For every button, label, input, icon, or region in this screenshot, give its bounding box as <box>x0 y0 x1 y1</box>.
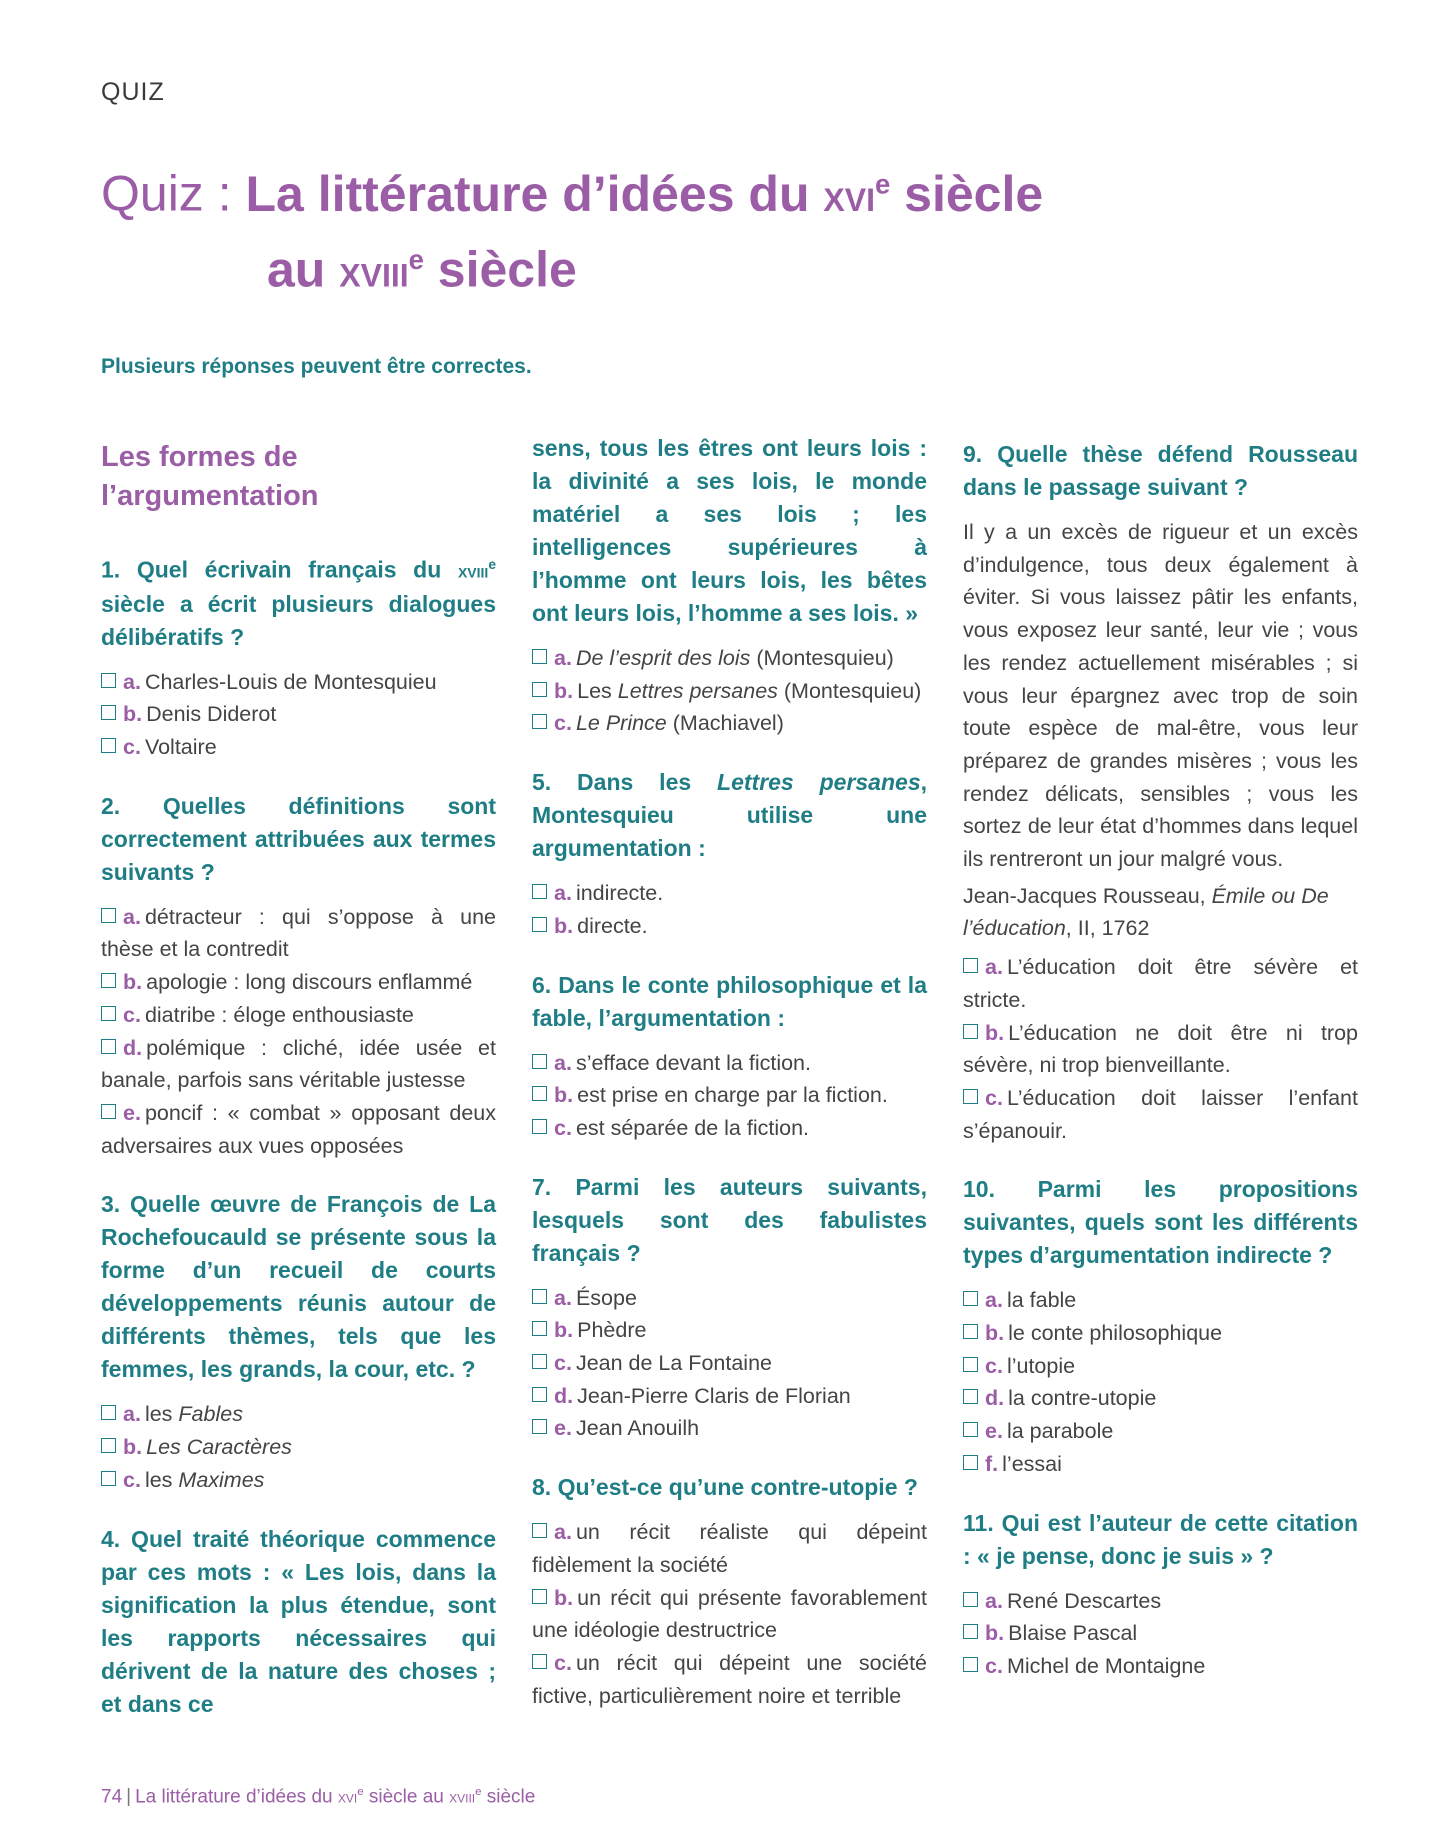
option-letter: b. <box>985 1621 1005 1646</box>
option-text: un récit réaliste qui dépeint fidèlement la société <box>532 1520 927 1577</box>
option-text: (Montesquieu) <box>777 678 922 703</box>
options-q1 <box>101 666 496 764</box>
checkbox-icon[interactable] <box>532 1289 547 1304</box>
option-text: indirecte. <box>575 881 664 906</box>
title-century: xviii <box>339 245 409 297</box>
option-text: Jean de La Fontaine <box>575 1351 772 1376</box>
checkbox-icon[interactable] <box>532 1321 547 1336</box>
question-4: 4. Quel traité théorique commence par ces mots : « Les lois, dans la signification la plus étendue, sont les rapports nécessaires qui dérivent de la nature des choses ; et dans ce <box>101 1525 496 1717</box>
option-q1-c[interactable] <box>101 731 496 764</box>
question-3: 3. Quelle œuvre de François de La Rochefoucauld se présente sous la forme d’un recueil de courts développements réunis autour de différents thèmes, tels que les femmes, les grands, la cour, etc. ? <box>101 1191 496 1383</box>
footer-text: La littérature d’idées du <box>135 1786 338 1808</box>
option-text: René Descartes <box>1006 1588 1162 1613</box>
option-letter: a. <box>554 646 572 670</box>
option-letter: a. <box>554 1520 572 1545</box>
option-text: Les <box>577 678 618 703</box>
option-letter: c. <box>123 1467 141 1492</box>
question-4-continued: sens, tous les êtres ont leurs lois : la divinité a ses lois, le monde matériel a ses lois ; les intelligences supérieures à l’homme ont leurs lois, les bêtes ont leurs lois, l’homme a ses lois. » <box>532 435 927 626</box>
option-q4-b[interactable] <box>532 675 927 708</box>
checkbox-icon[interactable] <box>963 1324 978 1339</box>
option-text: Charles-Louis de Montesquieu <box>144 669 437 694</box>
column-2 <box>532 435 927 1738</box>
option-letter: a. <box>985 1288 1003 1313</box>
option-q4-a[interactable] <box>532 642 927 675</box>
option-text: un récit qui dépeint une société fictive, particulièrement noire et terrible <box>532 1650 927 1708</box>
option-letter: c. <box>554 1650 572 1675</box>
option-letter: f. <box>985 1451 999 1476</box>
option-letter: e. <box>123 1100 141 1125</box>
option-q2-d[interactable] <box>101 1032 496 1097</box>
title-text: siècle <box>890 165 1044 222</box>
work-title: Émile ou De l’éducation <box>963 883 1329 941</box>
option-letter: a. <box>985 955 1003 980</box>
option-text: l’essai <box>1002 1451 1062 1476</box>
title-text: siècle <box>423 241 577 298</box>
option-letter: a. <box>554 881 572 906</box>
question-5 <box>532 766 927 865</box>
option-letter: a. <box>123 1402 141 1427</box>
option-letter: c. <box>123 1002 141 1027</box>
question-10: 10. Parmi les propositions suivantes, quels sont les différents types d’argumentation indirecte ? <box>963 1176 1358 1269</box>
option-q8-b[interactable] <box>532 1582 927 1647</box>
options-q8 <box>532 1516 927 1712</box>
option-text: est séparée de la fiction. <box>575 1115 809 1140</box>
options-q6 <box>532 1047 927 1145</box>
option-letter: b. <box>123 702 143 727</box>
work-title: Lettres persanes <box>717 769 921 796</box>
footer-text: siècle <box>481 1786 536 1808</box>
question-11: 11. Qui est l’auteur de cette citation : « je pense, donc je suis » ? <box>963 1509 1358 1569</box>
question-text: 1. Quel écrivain français du <box>101 556 458 583</box>
quote-source <box>963 880 1358 945</box>
option-text: Blaise Pascal <box>1008 1621 1138 1646</box>
option-text: Voltaire <box>144 735 217 760</box>
option-text: L’éducation doit être sévère et stricte. <box>963 955 1358 1012</box>
checkbox-icon[interactable] <box>101 1471 116 1486</box>
option-text: (Montesquieu) <box>750 646 894 670</box>
checkbox-icon[interactable] <box>532 714 547 729</box>
option-q7-d[interactable] <box>532 1380 927 1413</box>
title-prefix: Quiz : <box>101 165 246 222</box>
option-q11-a[interactable] <box>963 1585 1358 1618</box>
option-text: Michel de Montaigne <box>1006 1653 1206 1678</box>
work-title: Fables <box>178 1402 243 1427</box>
option-q7-e[interactable] <box>532 1412 927 1445</box>
checkbox-icon[interactable] <box>532 1086 547 1101</box>
option-q2-e[interactable] <box>101 1097 496 1162</box>
checkbox-icon[interactable] <box>963 1024 978 1039</box>
footer-century: xviii <box>449 1787 476 1807</box>
option-letter: a. <box>985 1588 1003 1613</box>
checkbox-icon[interactable] <box>532 884 547 899</box>
option-letter: d. <box>554 1383 574 1408</box>
checkbox-icon[interactable] <box>963 1389 978 1404</box>
option-letter: c. <box>554 1115 572 1140</box>
quote-ref: , II, 1762 <box>1065 916 1150 941</box>
option-letter: e. <box>985 1419 1003 1444</box>
checkbox-icon[interactable] <box>101 705 116 720</box>
option-letter: b. <box>985 1321 1005 1346</box>
option-q4-c[interactable] <box>532 707 927 740</box>
option-q6-a[interactable] <box>532 1047 927 1080</box>
question-8: 8. Qu’est-ce qu’une contre-utopie ? <box>532 1474 918 1501</box>
option-q9-a[interactable] <box>963 951 1358 1016</box>
work-title: De l’esprit des lois <box>575 646 751 670</box>
option-text: Jean Anouilh <box>575 1416 700 1441</box>
option-text: l’utopie <box>1006 1353 1076 1378</box>
option-q10-d[interactable] <box>963 1382 1358 1415</box>
checkbox-icon[interactable] <box>101 738 116 753</box>
option-q3-c[interactable] <box>101 1464 496 1497</box>
checkbox-icon[interactable] <box>963 1455 978 1470</box>
checkbox-icon[interactable] <box>101 973 116 988</box>
intro-note: Plusieurs réponses peuvent être correctes. <box>101 355 532 378</box>
options-q3 <box>101 1398 496 1496</box>
work-title: Maximes <box>178 1467 265 1492</box>
option-q6-b[interactable] <box>532 1079 927 1112</box>
option-text: la parabole <box>1006 1419 1114 1444</box>
question-7: 7. Parmi les auteurs suivants, lesquels sont des fabulistes français ? <box>532 1173 927 1266</box>
option-q11-b[interactable] <box>963 1617 1358 1650</box>
option-letter: e. <box>554 1416 572 1441</box>
option-text: polémique : cliché, idée usée et banale, parfois sans véritable justesse <box>101 1035 496 1093</box>
option-letter: c. <box>985 1653 1003 1678</box>
section-title: Les formes de l’argumentation <box>101 441 319 512</box>
options-q4 <box>532 642 927 740</box>
option-q6-c[interactable] <box>532 1112 927 1145</box>
option-text: la contre-utopie <box>1008 1386 1157 1411</box>
footer-sup: e <box>475 1786 482 1798</box>
option-letter: b. <box>123 970 143 995</box>
question-text: siècle a écrit plusieurs dialogues délibératifs ? <box>101 590 496 650</box>
checkbox-icon[interactable] <box>532 649 547 664</box>
option-letter: c. <box>554 711 572 736</box>
footer-separator: | <box>126 1786 132 1808</box>
title-sup: e <box>408 243 424 275</box>
question-1 <box>101 548 496 654</box>
option-text: (Machiavel) <box>666 711 784 736</box>
option-letter: c. <box>985 1085 1003 1110</box>
quote-text: Il y a un excès de rigueur et un excès d’indulgence, tous deux également à éviter. Si vous laissez pâtir les enfants, vous exposez leur santé, leur vie ; vous les rendez actuellement misérables ; si vous leur épargnez avec trop de soin toute espèce de mal-être, vous leur préparez de grandes misères ; vous les rendez délicats, sensibles ; vous les sortez de leur état d’hommes dans lequel ils rentreront un jour malgré vous. <box>963 520 1358 872</box>
sup: e <box>488 557 496 572</box>
option-text: directe. <box>577 913 648 938</box>
checkbox-icon[interactable] <box>963 1422 978 1437</box>
options-q10 <box>963 1284 1358 1480</box>
title-text: au <box>267 241 340 298</box>
option-letter: c. <box>123 735 141 760</box>
option-q10-f[interactable] <box>963 1448 1358 1481</box>
option-text: Jean-Pierre Claris de Florian <box>577 1383 851 1408</box>
section-kicker: QUIZ <box>101 78 165 106</box>
option-q1-a[interactable] <box>101 666 496 699</box>
option-q9-c[interactable] <box>963 1082 1358 1147</box>
option-letter: a. <box>554 1285 572 1310</box>
title-century: xvi <box>823 169 875 221</box>
option-letter: d. <box>123 1035 143 1060</box>
question-9: 9. Quelle thèse défend Rousseau dans le passage suivant ? <box>963 441 1358 500</box>
checkbox-icon[interactable] <box>963 958 978 973</box>
work-title: Lettres persanes <box>617 678 778 703</box>
checkbox-icon[interactable] <box>532 1419 547 1434</box>
checkbox-icon[interactable] <box>963 1657 978 1672</box>
checkbox-icon[interactable] <box>963 1357 978 1372</box>
option-text: un récit qui présente favorablement une idéologie destructrice <box>532 1585 927 1643</box>
option-q10-b[interactable] <box>963 1317 1358 1350</box>
title-sup: e <box>874 168 891 199</box>
option-text: est prise en charge par la fiction. <box>577 1083 888 1108</box>
footer-text: siècle au <box>363 1786 450 1808</box>
question-6: 6. Dans le conte philosophique et la fable, l’argumentation : <box>532 971 927 1031</box>
option-q10-e[interactable] <box>963 1415 1358 1448</box>
title-main <box>101 166 1301 304</box>
option-text: Ésope <box>575 1285 637 1310</box>
option-letter: c. <box>985 1353 1003 1378</box>
option-letter: b. <box>554 1083 574 1108</box>
quote-author: Jean-Jacques Rousseau, <box>963 883 1212 908</box>
checkbox-icon[interactable] <box>101 1104 116 1119</box>
option-text: les <box>144 1402 179 1427</box>
option-letter: b. <box>554 678 574 703</box>
options-q5 <box>532 877 927 942</box>
option-q5-b[interactable] <box>532 910 927 943</box>
option-q11-c[interactable] <box>963 1650 1358 1683</box>
page-number: 74 <box>101 1786 123 1808</box>
checkbox-icon[interactable] <box>532 1119 547 1134</box>
option-text: L’éducation doit laisser l’enfant s’épanouir. <box>963 1085 1358 1143</box>
option-q7-a[interactable] <box>532 1282 927 1315</box>
options-q2 <box>101 901 496 1163</box>
options-q9 <box>963 951 1358 1147</box>
option-text: les <box>144 1467 179 1492</box>
checkbox-icon[interactable] <box>963 1592 978 1607</box>
option-text: détracteur : qui s’oppose à une thèse et la contredit <box>101 904 496 962</box>
work-title: Les Caractères <box>146 1435 292 1460</box>
option-letter: b. <box>985 1020 1005 1045</box>
option-q10-c[interactable] <box>963 1350 1358 1383</box>
work-title: Le Prince <box>575 711 667 736</box>
option-q9-b[interactable] <box>963 1017 1358 1082</box>
checkbox-icon[interactable] <box>532 1589 547 1604</box>
footer-sup: e <box>357 1786 364 1798</box>
option-q2-a[interactable] <box>101 901 496 966</box>
option-q2-b[interactable] <box>101 966 496 999</box>
checkbox-icon[interactable] <box>101 1438 116 1453</box>
checkbox-icon[interactable] <box>532 917 547 932</box>
option-text: s’efface devant la fiction. <box>575 1050 811 1075</box>
checkbox-icon[interactable] <box>532 1354 547 1369</box>
checkbox-icon[interactable] <box>963 1089 978 1104</box>
option-text: la fable <box>1006 1288 1077 1313</box>
checkbox-icon[interactable] <box>963 1624 978 1639</box>
option-q8-a[interactable] <box>532 1516 927 1581</box>
question-text: 5. Dans les <box>532 769 718 796</box>
century: xviii <box>457 559 489 583</box>
checkbox-icon[interactable] <box>101 1405 116 1420</box>
question-2: 2. Quelles définitions sont correctement attribuées aux termes suivants ? <box>101 792 496 885</box>
option-text: L’éducation ne doit être ni trop sévère, ni trop bienveillante. <box>963 1020 1358 1078</box>
option-letter: c. <box>554 1351 572 1376</box>
options-q11 <box>963 1585 1358 1683</box>
option-q5-a[interactable] <box>532 877 927 910</box>
checkbox-icon[interactable] <box>101 1039 116 1054</box>
option-text: Denis Diderot <box>146 702 277 727</box>
option-letter: d. <box>985 1386 1005 1411</box>
option-letter: a. <box>554 1050 572 1075</box>
option-q3-a[interactable] <box>101 1398 496 1431</box>
checkbox-icon[interactable] <box>532 682 547 697</box>
page-footer <box>101 1786 535 1808</box>
option-q7-c[interactable] <box>532 1347 927 1380</box>
checkbox-icon[interactable] <box>532 1654 547 1669</box>
option-q8-c[interactable] <box>532 1647 927 1712</box>
option-q2-c[interactable] <box>101 999 496 1032</box>
option-q10-a[interactable] <box>963 1284 1358 1317</box>
title-line2 <box>101 228 1301 304</box>
checkbox-icon[interactable] <box>532 1054 547 1069</box>
option-text: diatribe : éloge enthousiaste <box>144 1002 414 1027</box>
question-text: , Montesquieu utilise une argumentation : <box>532 769 927 862</box>
title-text: La littérature d’idées du <box>245 165 824 222</box>
column-1 <box>101 438 496 1721</box>
options-q7 <box>532 1282 927 1446</box>
option-q3-b[interactable] <box>101 1431 496 1464</box>
checkbox-icon[interactable] <box>532 1523 547 1538</box>
checkbox-icon[interactable] <box>963 1291 978 1306</box>
option-letter: b. <box>554 1585 574 1610</box>
footer-century: xvi <box>337 1787 358 1807</box>
option-text: le conte philosophique <box>1008 1321 1223 1346</box>
option-text: apologie : long discours enflammé <box>146 970 473 995</box>
option-q1-b[interactable] <box>101 698 496 731</box>
option-text: Phèdre <box>577 1318 647 1343</box>
option-letter: b. <box>554 1318 574 1343</box>
page-title <box>101 152 1301 303</box>
option-letter: a. <box>123 669 141 694</box>
option-letter: b. <box>123 1435 143 1460</box>
checkbox-icon[interactable] <box>101 673 116 688</box>
option-text: poncif : « combat » opposant deux adversaires aux vues opposées <box>101 1100 496 1158</box>
checkbox-icon[interactable] <box>101 908 116 923</box>
checkbox-icon[interactable] <box>532 1387 547 1402</box>
column-3 <box>963 438 1358 1709</box>
option-letter: b. <box>554 913 574 938</box>
option-q7-b[interactable] <box>532 1314 927 1347</box>
checkbox-icon[interactable] <box>101 1006 116 1021</box>
option-letter: a. <box>123 904 141 929</box>
